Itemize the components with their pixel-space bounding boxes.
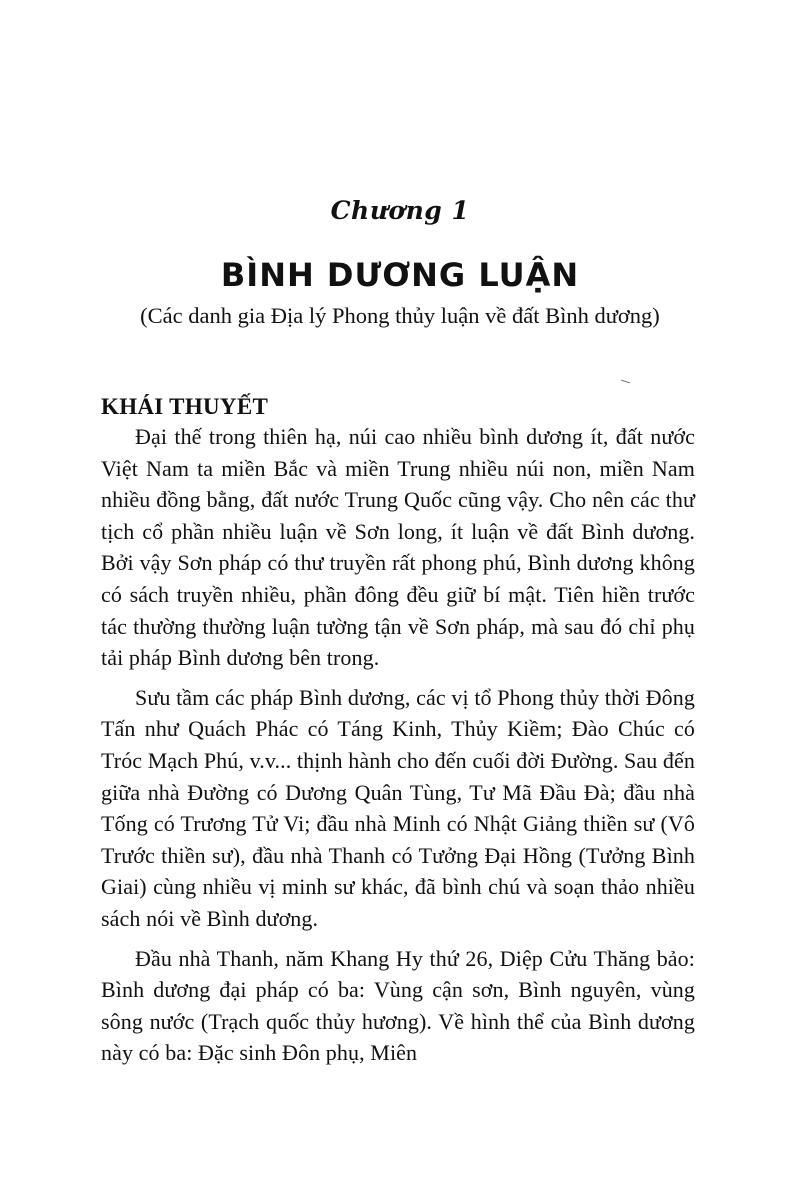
paragraph: Đầu nhà Thanh, năm Khang Hy thứ 26, Diệp Cửu Thăng bảo: Bình dương đại pháp có ba: Vùng cận sơn, Bình nguyên, vùng sông nước (Trạch quốc thủy hương). Về hình thể của Bình dương này có ba: Đặc sinh Đôn phụ, Miên bbox=[101, 945, 695, 1066]
print-mark bbox=[621, 380, 630, 384]
chapter-title: BÌNH DƯƠNG LUẬN bbox=[220, 256, 580, 294]
paragraph: Đại thế trong thiên hạ, núi cao nhiều bình dương ít, đất nước Việt Nam ta miền Bắc và miền Trung nhiều núi non, miền Nam nhiều đồng bằng, đất nước Trung Quốc cũng vậy. Cho nên các thư tịch cổ phần nhiều luận về Sơn long, ít luận về đất Bình dương. Bởi vậy Sơn pháp có thư truyền rất phong phú, Bình dương không có sách truyền nhiều, phần đông đều giữ bí mật. Tiên hiền trước tác thường thường luận tường tận về Sơn pháp, mà sau đó chỉ phụ tải pháp Bình dương bên trong. bbox=[101, 424, 695, 671]
chapter-subtitle: (Các danh gia Địa lý Phong thủy luận về đất Bình dương) bbox=[140, 303, 660, 328]
section-heading: KHÁI THUYẾT bbox=[101, 394, 269, 419]
paragraph: Sưu tầm các pháp Bình dương, các vị tổ Phong thủy thời Đông Tấn như Quách Phác có Táng Kinh, Thủy Kiềm; Đào Chúc có Tróc Mạch Phú, v.v... thịnh hành cho đến cuối đời Đường. Sau đến giữa nhà Đường có Dương Quân Tùng, Tư Mã Đầu Đà; đầu nhà Tống có Trương Tử Vi; đầu nhà Minh có Nhật Giảng thiền sư (Vô Trước thiền sư), đầu nhà Thanh có Tưởng Đại Hồng (Tưởng Bình Giai) cùng nhiều vị minh sư khác, đã bình chú và soạn thảo nhiều sách nói về Bình dương. bbox=[101, 684, 695, 931]
body-text bbox=[101, 421, 695, 1077]
chapter-label: Chương 1 bbox=[330, 196, 470, 225]
